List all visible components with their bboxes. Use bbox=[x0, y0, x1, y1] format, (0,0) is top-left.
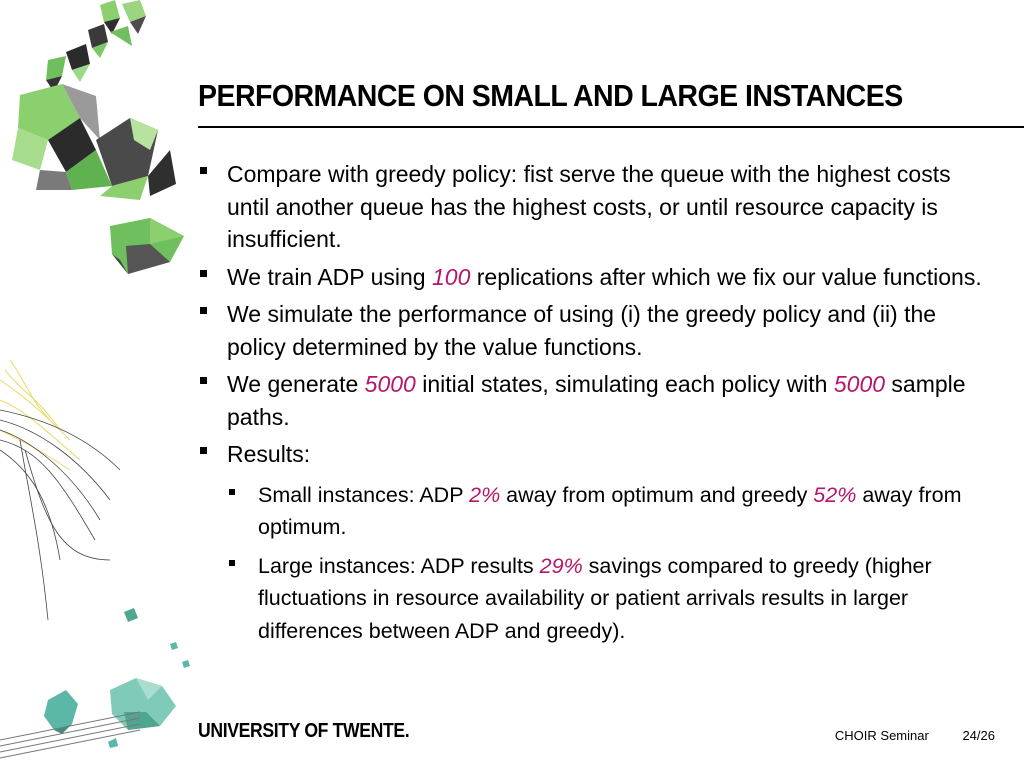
sub-bullet-text: away from optimum. bbox=[258, 482, 962, 539]
bullet-item bbox=[198, 158, 998, 256]
sub-bullet-icon bbox=[229, 560, 235, 566]
bullet-item bbox=[198, 261, 998, 294]
decorative-crystal-artwork bbox=[0, 0, 200, 768]
bullet-text: We simulate the performance of using (i) the greedy policy and (ii) the policy determined by the value functions. bbox=[227, 301, 937, 360]
bullet-icon bbox=[200, 377, 207, 384]
sub-bullet-item bbox=[227, 479, 998, 544]
university-logo-text: UNIVERSITY OF TWENTE. bbox=[198, 720, 410, 742]
sub-bullet-item bbox=[227, 550, 998, 648]
sub-bullet-text: savings compared to greedy (higher fluctuations in resource availability or patient arrivals results in larger differences between ADP and greedy). bbox=[258, 553, 932, 643]
event-name: CHOIR Seminar bbox=[834, 728, 929, 743]
bullet-icon bbox=[200, 307, 207, 314]
emphasis-value: 52% bbox=[813, 482, 857, 507]
sub-bullet-text: away from optimum and greedy bbox=[500, 482, 814, 507]
sub-bullet-text: Large instances: ADP results bbox=[258, 553, 540, 578]
bullet-text: replications after which we fix our value functions. bbox=[470, 263, 982, 290]
emphasis-value: 29% bbox=[539, 553, 583, 578]
bullet-item bbox=[198, 438, 998, 647]
bullet-item bbox=[198, 298, 998, 363]
bullet-icon bbox=[200, 270, 207, 277]
bullet-text: Compare with greedy policy: fist serve the queue with the highest costs until another queue has the highest costs, or until resource capacity is insufficient. bbox=[227, 161, 951, 252]
emphasis-value: 2% bbox=[469, 482, 501, 507]
bullet-text: sample paths. bbox=[227, 371, 966, 430]
slide-content bbox=[198, 158, 998, 653]
bullet-icon bbox=[200, 447, 207, 454]
title-divider bbox=[198, 126, 1024, 128]
bullet-item bbox=[198, 368, 998, 433]
page-number: 24/26 bbox=[962, 728, 995, 743]
bullet-text: We generate bbox=[227, 371, 365, 397]
footer-info bbox=[835, 728, 995, 743]
bullet-icon bbox=[200, 167, 207, 174]
bullet-list bbox=[198, 158, 998, 647]
slide-title: PERFORMANCE ON SMALL AND LARGE INSTANCES bbox=[198, 78, 903, 113]
emphasis-value: 100 bbox=[431, 263, 471, 290]
sub-bullet-list bbox=[227, 479, 998, 648]
emphasis-value: 5000 bbox=[833, 371, 886, 397]
bullet-text: Results: bbox=[227, 441, 311, 467]
sub-bullet-text: Small instances: ADP bbox=[258, 482, 470, 507]
bullet-text: initial states, simulating each policy with bbox=[415, 371, 834, 397]
bullet-text: We train ADP using bbox=[227, 263, 432, 290]
emphasis-value: 5000 bbox=[364, 371, 416, 397]
sub-bullet-icon bbox=[229, 489, 235, 495]
